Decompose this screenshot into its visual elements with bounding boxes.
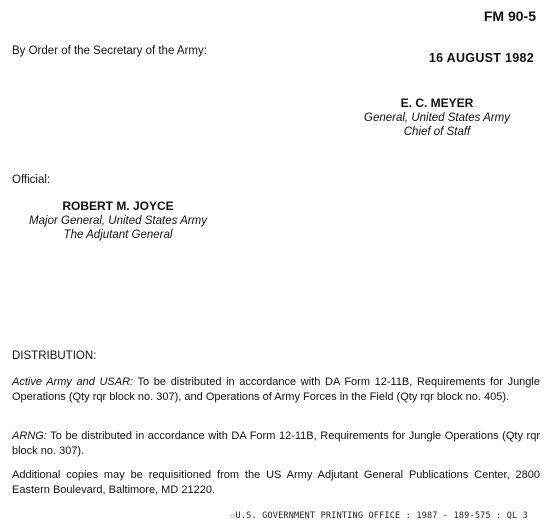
distribution-paragraph-arng: [12, 429, 540, 458]
distribution-heading: DISTRIBUTION:: [12, 350, 97, 362]
signer-title: General, United States Army: [364, 112, 510, 124]
document-date: 16 AUGUST 1982: [428, 51, 534, 65]
by-order-line: By Order of the Secretary of the Army:: [12, 45, 207, 57]
distribution-paragraph-additional-copies: [12, 468, 540, 497]
official-title: Major General, United States Army: [29, 215, 207, 227]
signer-block: [342, 95, 532, 139]
official-label: Official:: [12, 174, 51, 186]
official-name: ROBERT M. JOYCE: [62, 199, 174, 213]
official-position: The Adjutant General: [63, 229, 173, 241]
signer-name: E. C. MEYER: [400, 96, 474, 110]
paragraph-text: To be distributed in accordance with DA Form 12-11B, Requirements for Jungle Operations (Qty rqr block no. 307).: [12, 430, 540, 457]
official-block: [18, 198, 218, 242]
signer-position: Chief of Staff: [403, 126, 471, 138]
paragraph-lead: Active Army and USAR:: [12, 376, 134, 388]
paragraph-text: To be distributed in accordance with DA Form 12-11B, Requirements for Jungle Operations (Qty rqr block no. 307), and Operations of Army Forces in the Field (Qty rqr block no. 405).: [12, 376, 540, 403]
printing-office-footer: ☆U.S. GOVERNMENT PRINTING OFFICE : 1987 - 189-575 : QL 3: [230, 511, 528, 521]
paragraph-text: Additional copies may be requisitioned from the US Army Adjutant General Publications Center, 2800 Eastern Boulevard, Baltimore, MD 21220.: [12, 469, 540, 496]
document-number: FM 90-5: [483, 8, 536, 24]
distribution-paragraph-active-army: [12, 375, 540, 404]
paragraph-lead: ARNG:: [12, 430, 47, 442]
